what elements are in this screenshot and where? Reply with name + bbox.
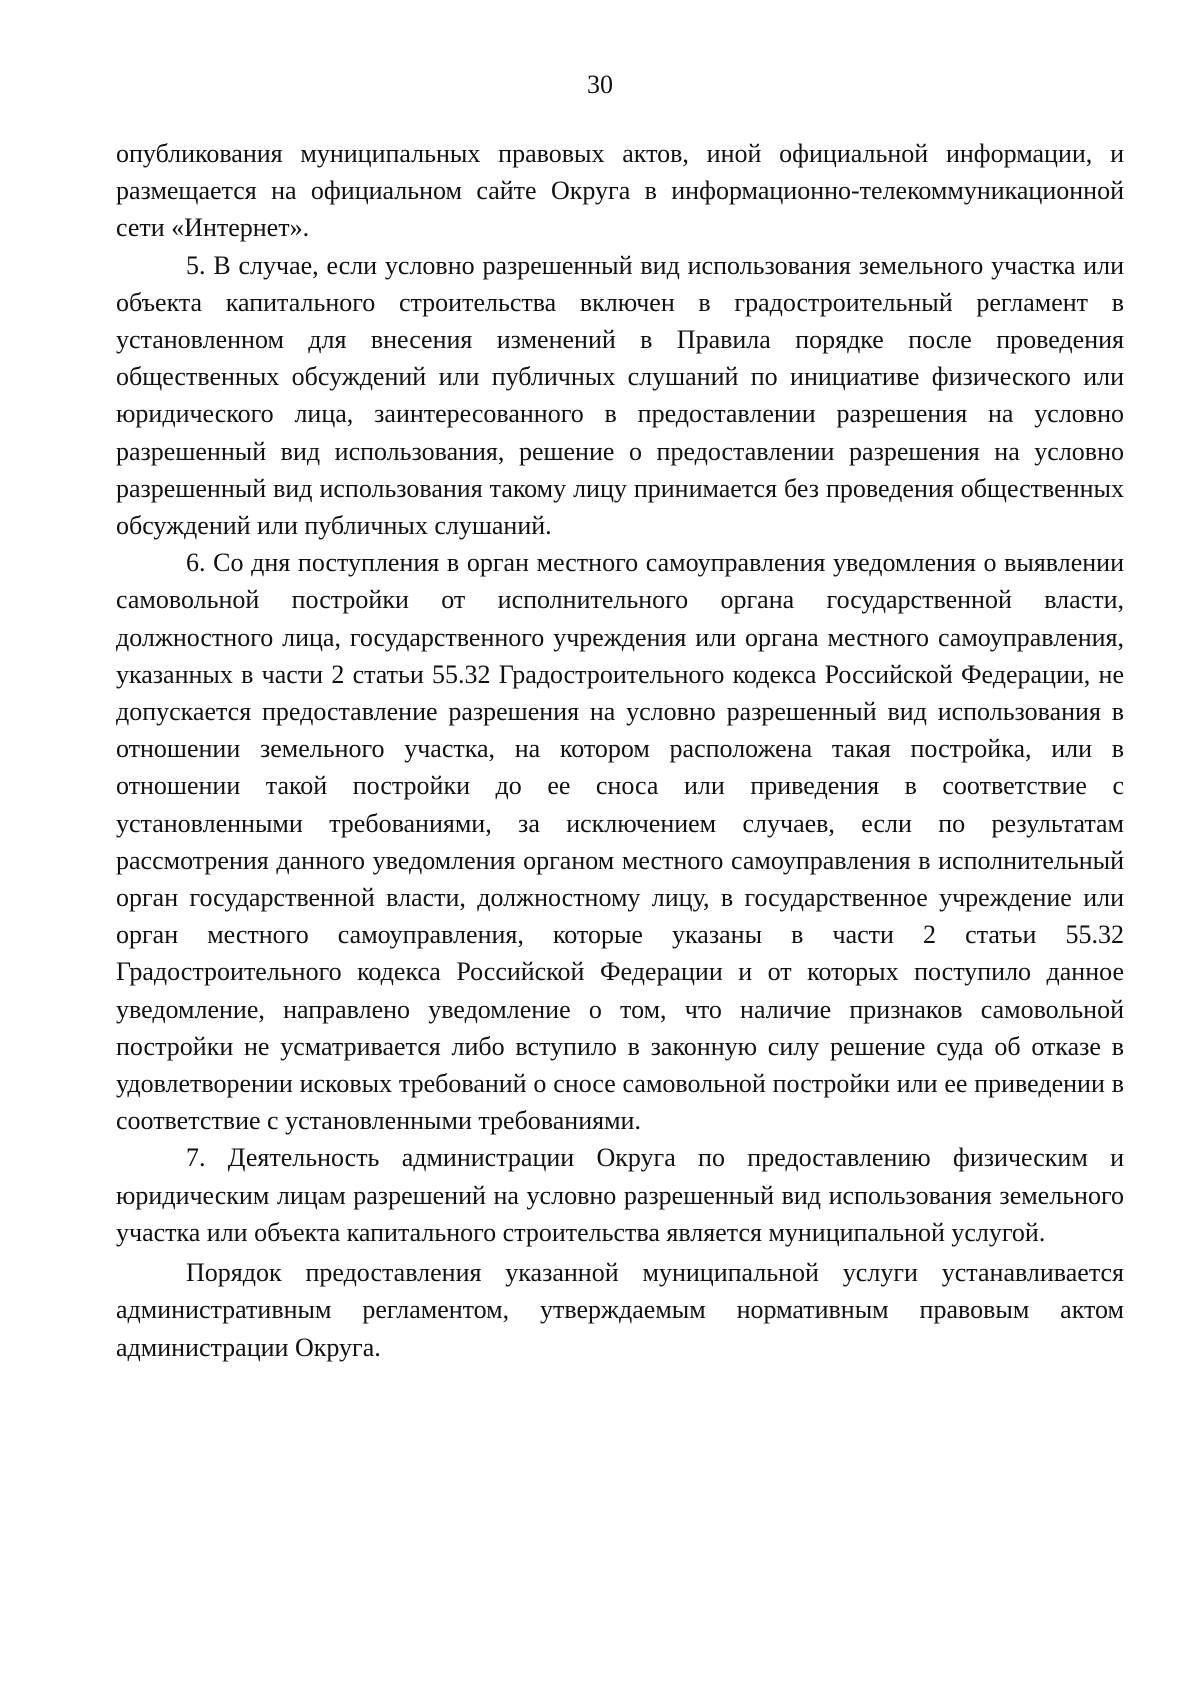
paragraph-clause-6: 6. Со дня поступления в орган местного самоуправления уведомления о выявлении самовольной постройки от исполнительного органа государственной власти, должностного лица, государственного учреждения или органа местного самоуправления, указанных в части 2 статьи 55.32 Градостроительного кодекса Российской Федерации, не допускается предоставление разрешения на условно разрешенный вид использования в отношении земельного участка, на котором расположена такая постройка, или в отношении такой постройки до ее сноса или приведения в соответствие с установленными требованиями, за исключением случаев, если по результатам рассмотрения данного уведомления органом местного самоуправления в исполнительный орган государственной власти, должностному лицу, в государственное учреждение или орган местного самоуправления, которые указаны в части 2 статьи 55.32 Градостроительного кодекса Российской Федерации и от которых поступило данное уведомление, направлено уведомление о том, что наличие признаков самовольной постройки не усматривается либо вступило в законную силу решение суда об отказе в удовлетворении исковых требований о сносе самовольной постройки или ее приведении в соответствие с установленными требованиями.	[116, 548, 1124, 1136]
page-number: 30	[587, 70, 613, 99]
document-body	[116, 135, 1124, 1366]
paragraph-continuation: опубликования муниципальных правовых актов, иной официальной информации, и размещается на официальном сайте Округа в информационно-телекоммуникационной сети «Интернет».	[116, 139, 1124, 243]
paragraph-procedure: Порядок предоставления указанной муниципальной услуги устанавливается административным регламентом, утверждаемым нормативным правовым актом администрации Округа.	[116, 1258, 1124, 1362]
paragraph-clause-7: 7. Деятельность администрации Округа по предоставлению физическим и юридическим лицам разрешений на условно разрешенный вид использования земельного участка или объекта капитального строительства является муниципальной услугой.	[116, 1143, 1124, 1247]
paragraph-clause-5: 5. В случае, если условно разрешенный вид использования земельного участка или объекта капитального строительства включен в градостроительный регламент в установленном для внесения изменений в Правила порядке после проведения общественных обсуждений или публичных слушаний по инициативе физического или юридического лица, заинтересованного в предоставлении разрешения на условно разрешенный вид использования, решение о предоставлении разрешения на условно разрешенный вид использования такому лицу принимается без проведения общественных обсуждений или публичных слушаний.	[116, 250, 1124, 541]
